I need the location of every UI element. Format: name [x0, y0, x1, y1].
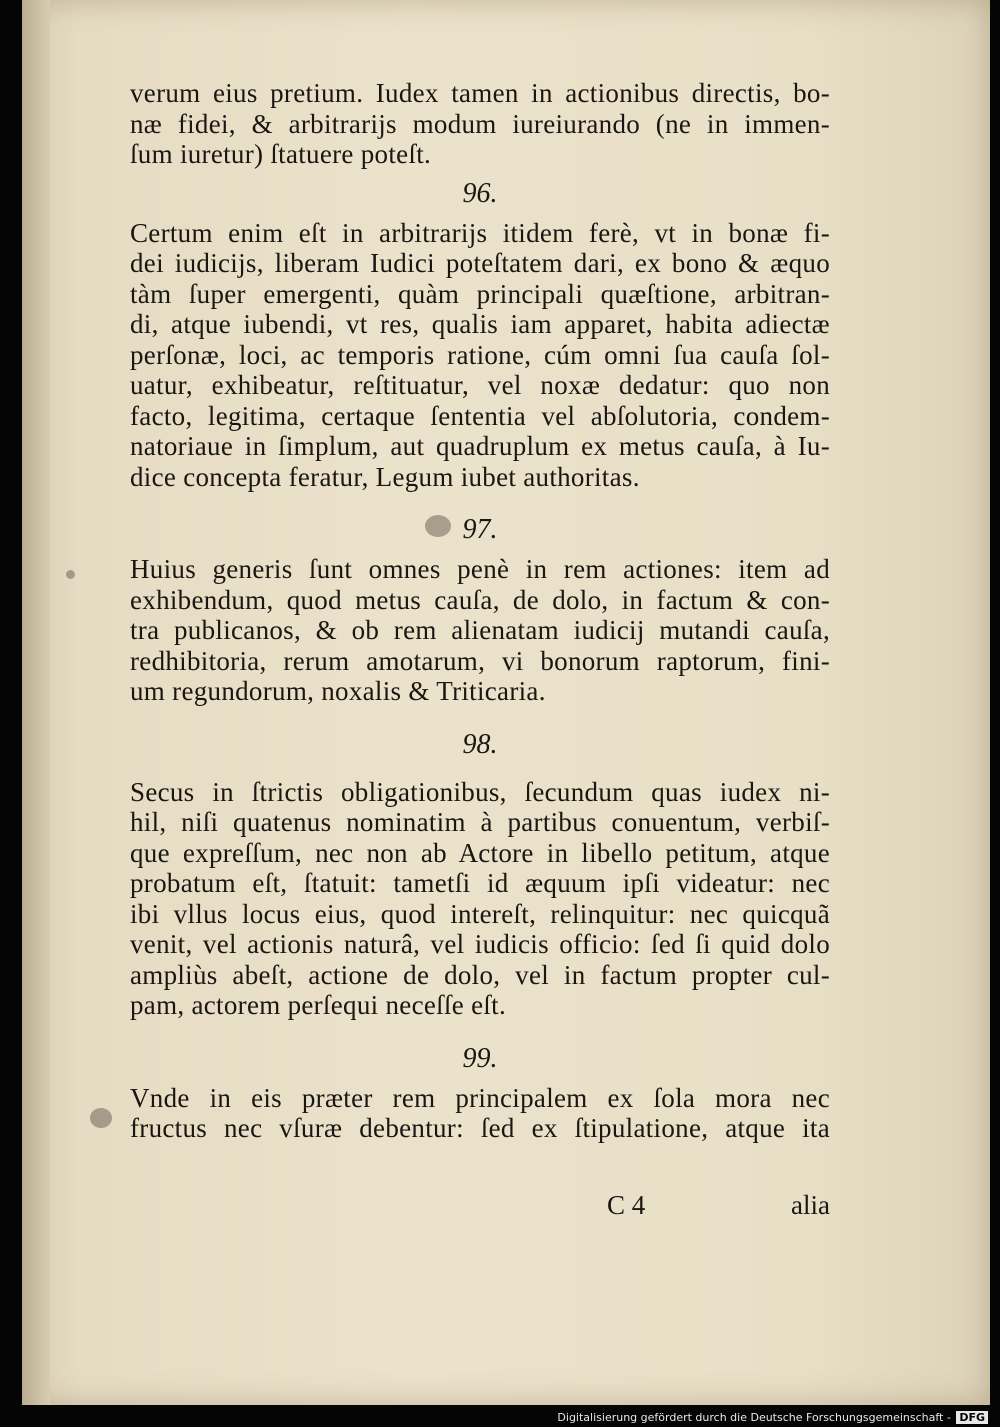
page-gutter-shadow [22, 0, 50, 1405]
text-line: Huius generis ſunt omnes penè in rem actiones: item ad [130, 554, 830, 584]
paragraph-98 [130, 777, 830, 1021]
text-line: dice concepta feratur, Legum iubet authoritas. [130, 461, 640, 492]
text-line: redhibitoria, rerum amotarum, vi bonorum raptorum, fini- [130, 645, 830, 676]
text-line: tra publicanos, & ob rem alienatam iudicij mutandi cauſa, [130, 615, 830, 645]
text-line: Secus in ſtrictis obligationibus, ſecundum quas iudex ni- [130, 776, 830, 807]
text-line: fructus nec vſuræ debentur: ſed ex ſtipulatione, atque ita [130, 1113, 830, 1143]
paragraph-number: 96. [462, 177, 498, 209]
text-line: exhibendum, quod metus cauſa, de dolo, in factum & con- [130, 584, 830, 615]
text-line: Certum enim eſt in arbitrarijs itidem ferè, vt in bonæ fi- [130, 217, 830, 248]
text-line: næ fidei, & arbitrarijs modum iureiurando (ne in immen- [130, 108, 830, 139]
paragraph-number: 98. [462, 728, 498, 760]
text-line: venit, vel actionis naturâ, vel iudicis officio: ſed ſi quid dolo [130, 929, 830, 959]
dfg-logo: DFG [956, 1411, 988, 1424]
ink-stain [66, 570, 75, 579]
paragraph-1 [130, 78, 830, 170]
text-line: verum eius pretium. Iudex tamen in actionibus directis, bo- [130, 78, 830, 108]
digitization-credit [557, 1411, 988, 1424]
page-footer [130, 1190, 830, 1222]
text-line: facto, legitima, certaque ſententia vel abſolutoria, condem- [130, 400, 830, 431]
ink-stain [90, 1108, 112, 1128]
credit-text: Digitalisierung gefördert durch die Deutsche Forschungsgemeinschaft - [557, 1411, 951, 1424]
text-line: ſum iuretur) ſtatuere poteſt. [130, 139, 432, 169]
text-line: que expreſſum, nec non ab Actore in libello petitum, atque [130, 837, 830, 868]
paragraph-96 [130, 218, 830, 493]
text-line: tàm ſuper emergenti, quàm principali quæſtione, arbitran- [130, 278, 830, 309]
text-line: ibi vllus locus eius, quod intereſt, relinquitur: nec quicquã [130, 898, 830, 929]
text-line: Vnde in eis præter rem principalem ex ſola mora nec [130, 1082, 830, 1113]
text-line: dei iudicijs, liberam Iudici poteſtatem dari, ex bono & æquo [130, 248, 830, 278]
paragraph-97 [130, 554, 830, 707]
text-line: perſonæ, loci, ac temporis ratione, cúm omni ſua cauſa ſol- [130, 339, 830, 370]
book-page [22, 0, 990, 1405]
text-line: natoriaue in ſimplum, aut quadruplum ex metus cauſa, à Iu- [130, 431, 830, 461]
text-line: ampliùs abeſt, actione de dolo, vel in factum propter cul- [130, 959, 830, 990]
paragraph-99 [130, 1083, 830, 1144]
text-line: um regundorum, noxalis & Triticaria. [130, 676, 546, 706]
text-line: di, atque iubendi, vt res, qualis iam apparet, habita adiectæ [130, 309, 830, 339]
text-line: probatum eſt, ſtatuit: tametſi id æquum ipſi videatur: nec [130, 868, 830, 898]
catchword: alia [791, 1190, 830, 1220]
paragraph-number: 99. [462, 1042, 498, 1074]
text-line: hil, niſi quatenus nominatim à partibus conuentum, verbiſ- [130, 807, 830, 837]
text-line: pam, actorem perſequi neceſſe eſt. [130, 990, 507, 1020]
paragraph-number: 97. [462, 514, 498, 545]
page-text [130, 78, 830, 1144]
signature-mark: C 4 [607, 1190, 646, 1220]
text-line: uatur, exhibeatur, reſtituatur, vel noxæ dedatur: quo non [130, 370, 830, 400]
